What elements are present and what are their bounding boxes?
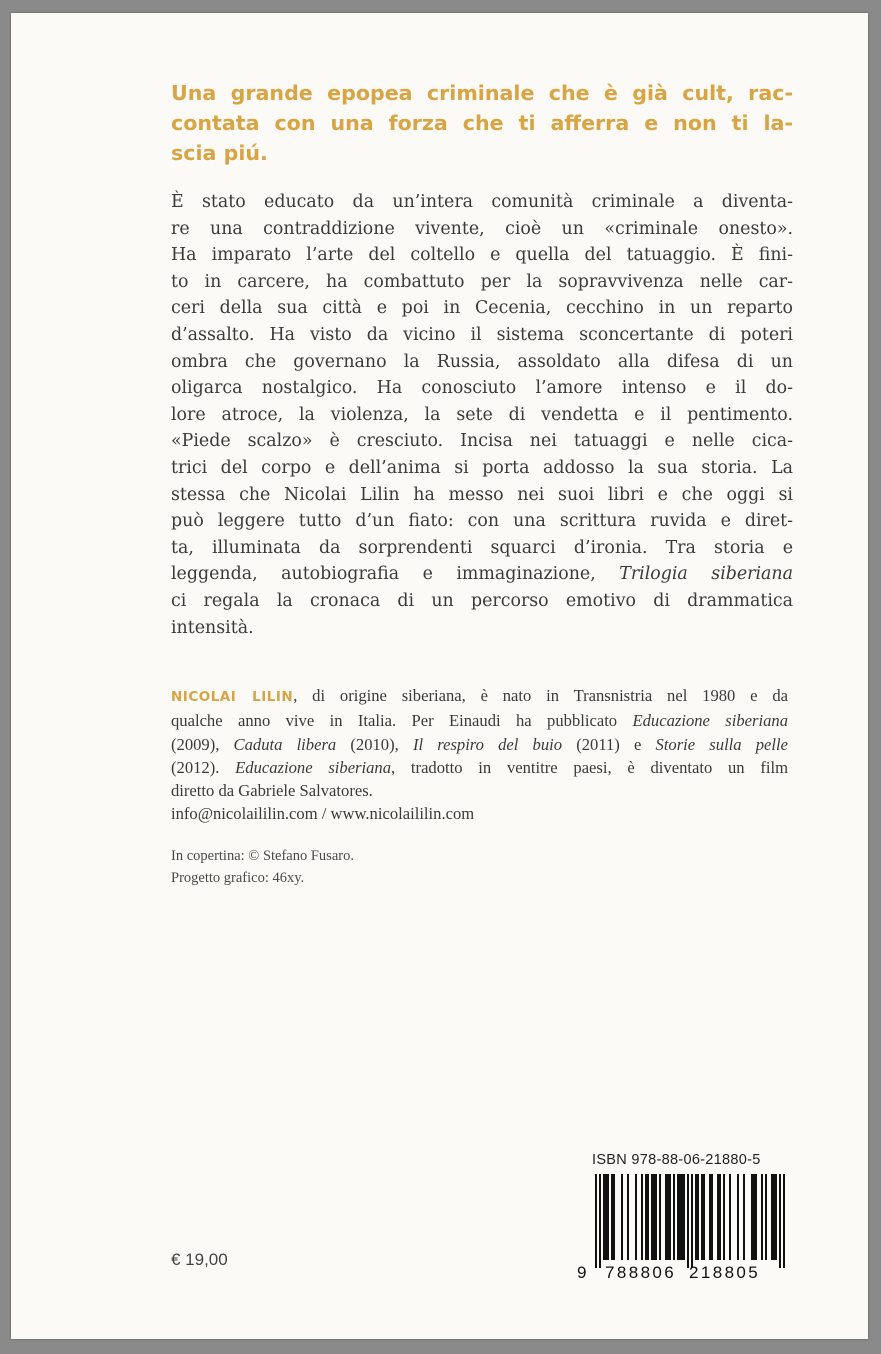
- blurb-line: ceri della sua città e poi in Cecenia, cecchino in un reparto: [171, 298, 793, 319]
- blurb-line: ombra che governano la Russia, assoldato alla difesa di un: [171, 351, 793, 372]
- tagline: [171, 78, 793, 168]
- isbn-label: ISBN 978-88-06-21880-5: [592, 1152, 761, 1168]
- barcode-bar: [659, 1174, 661, 1260]
- barcode-bar: [711, 1174, 713, 1260]
- barcode-bar: [783, 1174, 785, 1268]
- barcode-bar: [775, 1174, 777, 1260]
- blurb-line: re una contraddizione vivente, cioè un «criminale onesto».: [171, 218, 793, 239]
- barcode-bar: [607, 1174, 609, 1260]
- blurb-line: [171, 561, 793, 588]
- blurb-line: ta, illuminata da sorprendenti squarci d’ironia. Tra storia e: [171, 537, 793, 558]
- barcode-bar: [651, 1174, 653, 1260]
- bio-text: (2009),: [171, 734, 234, 754]
- barcode-bar: [701, 1174, 703, 1260]
- bio-line: [171, 756, 788, 779]
- bio-text: (2011) e: [562, 734, 656, 754]
- barcode-digits-right: 218805: [689, 1263, 761, 1282]
- barcode-bar: [681, 1174, 683, 1260]
- barcode-bar: [719, 1174, 721, 1260]
- bio-line: [171, 684, 788, 709]
- barcode-bar: [753, 1174, 755, 1260]
- blurb-line: ci regala la cronaca di un percorso emotivo di drammatica: [171, 590, 793, 611]
- barcode-bar: [743, 1174, 745, 1260]
- author-bio: [171, 684, 788, 826]
- barcode-bar: [691, 1174, 693, 1268]
- barcode-bar: [645, 1174, 647, 1260]
- author-name: NICOLAI LILIN: [171, 689, 294, 705]
- barcode-bar: [723, 1174, 725, 1260]
- blurb-line: Ha imparato l’arte del coltello e quella del tatuaggio. È fini-: [171, 245, 793, 266]
- bio-text: , tradotto in ventitre paesi, è diventato un film: [391, 757, 789, 777]
- barcode-bar: [717, 1174, 719, 1260]
- tagline-line: contata con una forza che ti afferra e non ti la-: [171, 111, 793, 135]
- barcode-bar: [655, 1174, 657, 1260]
- book-title-italic: Trilogia siberiana: [619, 564, 793, 585]
- barcode-bar: [755, 1174, 757, 1260]
- blurb-line: lore atroce, la violenza, la sete di vendetta e il pentimento.: [171, 404, 793, 425]
- blurb-line: oligarca nostalgico. Ha conosciuto l’amore intenso e il do-: [171, 378, 793, 399]
- bio-text: , di origine siberiana, è nato in Transnistria nel 1980 e da: [293, 686, 788, 705]
- blurb-line: può leggere tutto d’un fiato: con una scrittura ruvida e diret-: [171, 511, 793, 532]
- barcode-digit-prefix: 9: [577, 1263, 587, 1282]
- barcode-bar: [751, 1174, 753, 1260]
- tagline-line: Una grande epopea criminale che è già cult, rac-: [171, 81, 793, 105]
- barcode-bar: [595, 1174, 597, 1268]
- blurb-line: to in carcere, ha combattuto per la sopravvivenza nelle car-: [171, 271, 793, 292]
- barcode-bar: [653, 1174, 655, 1260]
- book-back-cover: [11, 13, 868, 1339]
- bio-text: (2012).: [171, 757, 236, 777]
- barcode-bar: [683, 1174, 685, 1260]
- barcode-bar: [613, 1174, 615, 1260]
- barcode-bar: [621, 1174, 623, 1260]
- barcode-bar: [771, 1174, 773, 1260]
- barcode-bar: [611, 1174, 613, 1260]
- barcode-bar: [635, 1174, 637, 1260]
- barcode-bar: [603, 1174, 605, 1260]
- barcode: [577, 1174, 793, 1284]
- book-title-italic: Storie sulla pelle: [655, 734, 788, 754]
- barcode-digits-left: 788806: [605, 1263, 677, 1282]
- barcode-bar: [627, 1174, 629, 1260]
- credits: [171, 845, 354, 889]
- design-credit: Progetto grafico: 46xy.: [171, 870, 305, 886]
- barcode-bar: [641, 1174, 643, 1260]
- bio-line: [171, 733, 788, 756]
- blurb-line: stessa che Nicolai Lilin ha messo nei suoi libri e che oggi si: [171, 484, 793, 505]
- barcode-bar: [761, 1174, 763, 1260]
- barcode-bar: [765, 1174, 767, 1260]
- barcode-bar: [665, 1174, 667, 1260]
- cover-credit: In copertina: © Stefano Fusaro.: [171, 848, 354, 864]
- blurb-line: intensità.: [171, 617, 254, 638]
- book-title-italic: Il respiro del buio: [412, 734, 563, 754]
- bio-line: [171, 709, 788, 732]
- price: € 19,00: [171, 1250, 228, 1269]
- blurb-line: È stato educato da un’intera comunità criminale a diventa-: [171, 192, 793, 212]
- barcode-bar: [677, 1174, 679, 1260]
- author-contacts: info@nicolaililin.com / www.nicolaililin.com: [171, 804, 475, 824]
- bio-text: qualche anno vive in Italia. Per Einaudi ha pubblicato: [171, 711, 633, 731]
- barcode-bar: [605, 1174, 607, 1260]
- blurb-text: leggenda, autobiografia e immaginazione,: [171, 564, 620, 585]
- barcode-bar: [687, 1174, 689, 1268]
- barcode-bar: [709, 1174, 711, 1260]
- book-title-italic: Educazione siberiana: [235, 757, 392, 777]
- tagline-line: scia piú.: [171, 141, 268, 165]
- book-title-italic: Educazione siberiana: [632, 711, 788, 731]
- barcode-bar: [703, 1174, 705, 1260]
- barcode-bar: [695, 1174, 697, 1260]
- blurb-line: d’assalto. Ha visto da vicino il sistema sconcertante di poteri: [171, 324, 793, 345]
- barcode-bar: [667, 1174, 669, 1260]
- barcode-bar: [679, 1174, 681, 1260]
- barcode-bar: [697, 1174, 699, 1260]
- barcode-bar: [737, 1174, 739, 1260]
- blurb-line: «Piede scalzo» è cresciuto. Incisa nei tatuaggi e nelle cica-: [171, 431, 793, 452]
- barcode-bar: [669, 1174, 671, 1260]
- barcode-bars: [595, 1174, 785, 1268]
- blurb-line: trici del corpo e dell’anima si porta addosso la sua storia. La: [171, 457, 793, 478]
- book-title-italic: Caduta libera: [233, 734, 337, 754]
- barcode-bar: [599, 1174, 601, 1268]
- blurb: [171, 189, 793, 641]
- barcode-bar: [647, 1174, 649, 1260]
- barcode-bar: [779, 1174, 781, 1268]
- bio-text: (2010),: [336, 734, 413, 754]
- barcode-bar: [673, 1174, 675, 1260]
- bio-line: diretto da Gabriele Salvatores.: [171, 781, 373, 801]
- barcode-bar: [729, 1174, 731, 1260]
- barcode-bar: [773, 1174, 775, 1260]
